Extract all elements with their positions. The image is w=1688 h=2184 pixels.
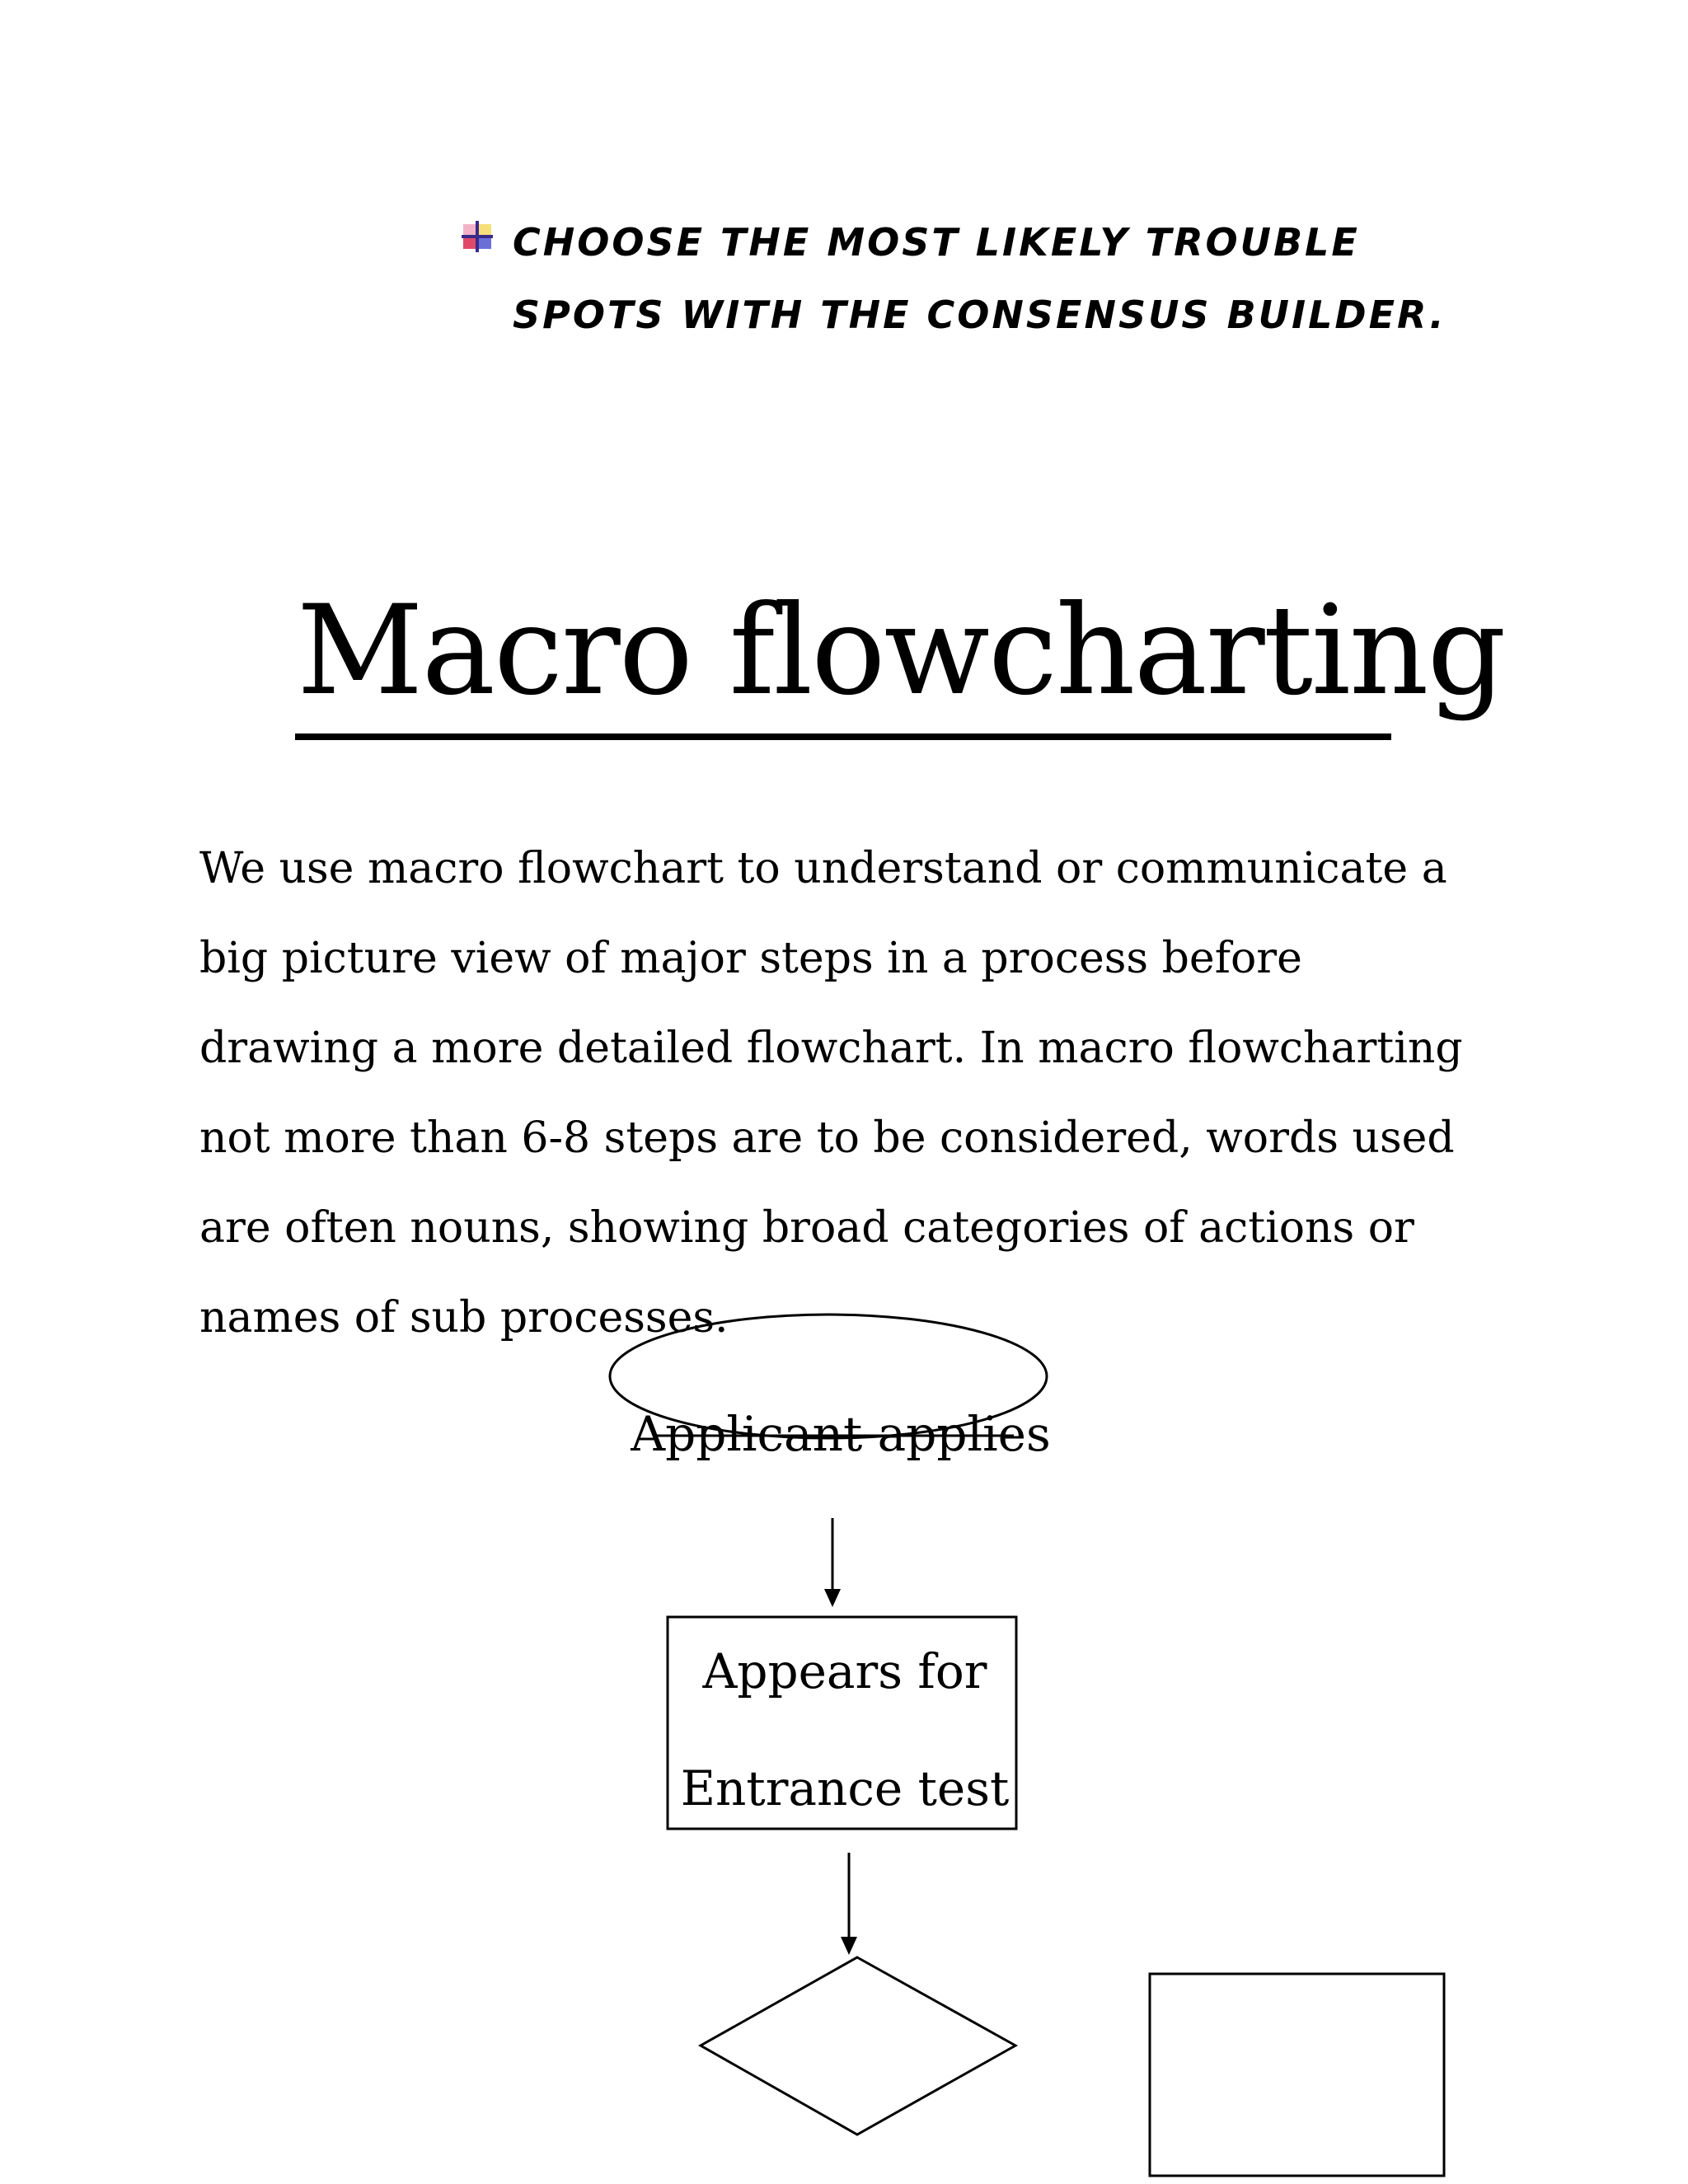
page-title: Macro flowcharting <box>297 579 1505 723</box>
side-box <box>1150 1974 1444 2176</box>
body-paragraph: We use macro flowchart to understand or communicate a big picture view of major steps in a process before drawing a more detailed flowchart. In macro flowcharting not more than 6-8 steps are to be considered, words used are often nouns, showing broad categories of actions or names of sub processes. <box>199 844 1463 1343</box>
decision-diamond <box>701 1957 1015 2135</box>
step-1-line-2: Entrance test <box>680 1760 1010 1816</box>
step-1-line-1: Appears for <box>702 1643 987 1699</box>
start-label: Applicant applies <box>631 1406 1051 1462</box>
arrow-2-head <box>841 1937 857 1955</box>
bullet-text: CHOOSE THE MOST LIKELY TROUBLE SPOTS WITH THE CONSENSUS BUILDER. <box>513 220 1447 337</box>
arrow-1-head <box>824 1589 841 1607</box>
